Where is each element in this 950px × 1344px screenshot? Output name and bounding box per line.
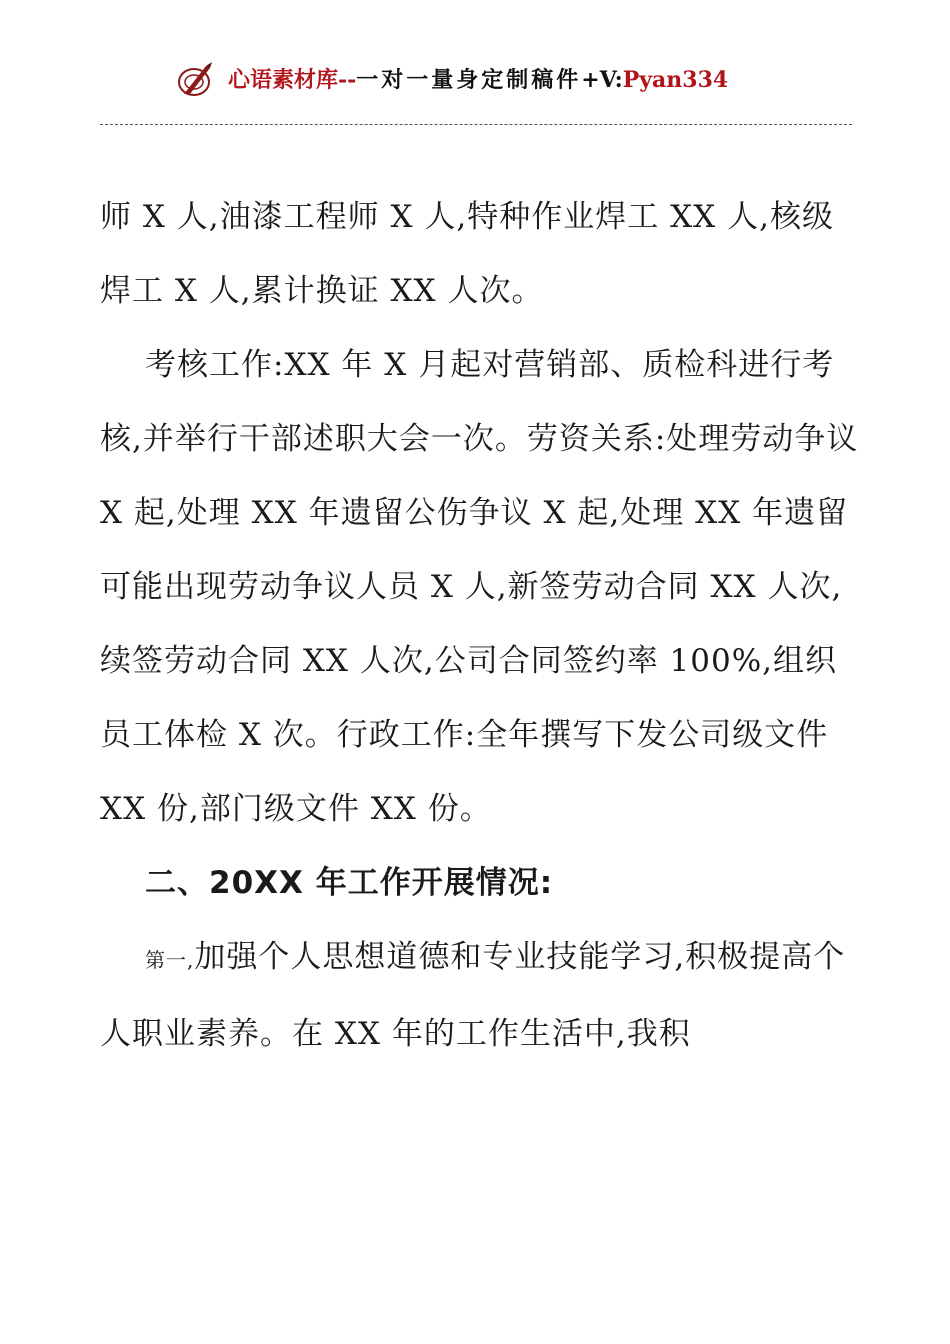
quill-pen-logo-icon bbox=[176, 60, 216, 100]
header-divider bbox=[100, 124, 852, 125]
header-title bbox=[228, 66, 728, 94]
section-heading: 二、20XX 年工作开展情况: bbox=[145, 865, 554, 901]
brand-name: 心语素材库 bbox=[228, 67, 339, 93]
header-separator: -- bbox=[338, 67, 357, 93]
page-header bbox=[0, 58, 950, 106]
header-slogan: 一对一量身定制稿件 bbox=[356, 67, 582, 93]
document-body bbox=[100, 180, 860, 1071]
paragraph-prefix: 第一, bbox=[145, 948, 195, 972]
paragraph-first-point bbox=[100, 920, 860, 1071]
contact-label: +V: bbox=[581, 67, 623, 93]
contact-id: Pyan334 bbox=[622, 67, 729, 93]
paragraph-assessment: 考核工作:XX 年 X 月起对营销部、质检科进行考核,并举行干部述职大会一次。劳资关系:处理劳动争议 X 起,处理 XX 年遗留公伤争议 X 起,处理 XX 年遗留可能出现劳动争议人员 X 人,新签劳动合同 XX 人次,续签劳动合同 XX 人次,公司合同签约率 100%,组织员工体检 X 次。行政工作:全年撰写下发公司级文件 XX 份,部门级文件 XX 份。 bbox=[100, 347, 859, 827]
paragraph-first-point-text: 加强个人思想道德和专业技能学习,积极提高个人职业素养。在 XX 年的工作生活中,我积 bbox=[100, 939, 846, 1052]
paragraph-personnel: 师 X 人,油漆工程师 X 人,特种作业焊工 XX 人,核级焊工 X 人,累计换证 XX 人次。 bbox=[100, 199, 834, 309]
